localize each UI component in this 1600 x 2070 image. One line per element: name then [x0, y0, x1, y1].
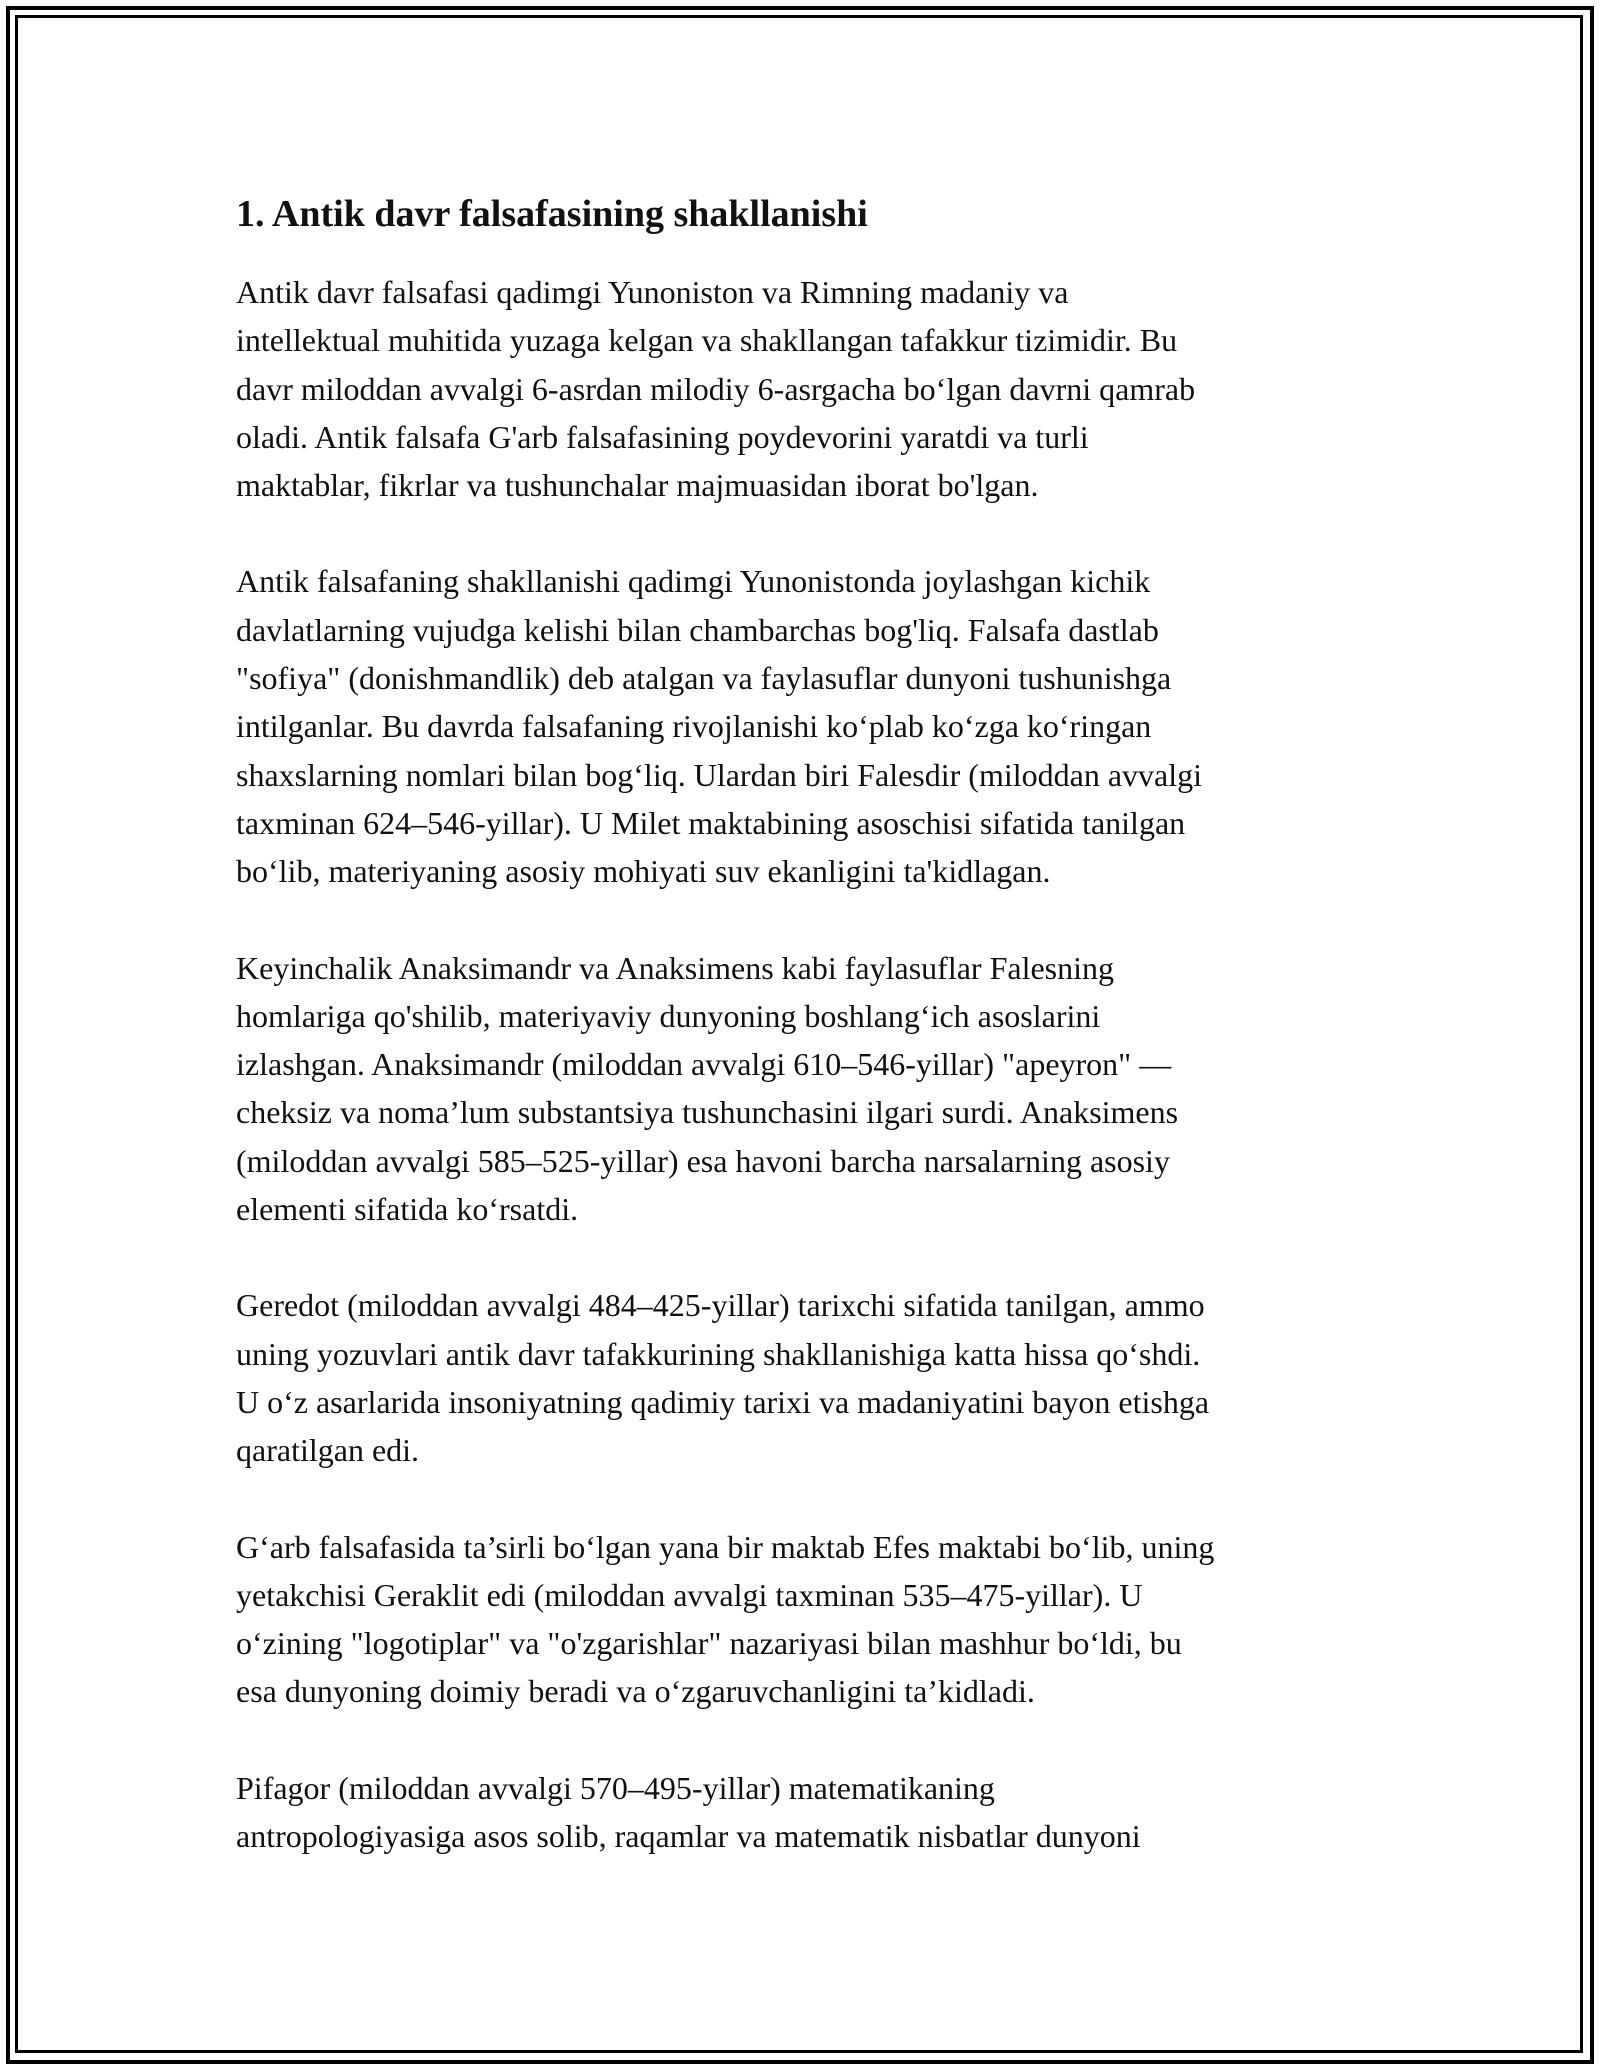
paragraph-anaximander: Keyinchalik Anaksimandr va Anaksimens kabi faylasuflar Falesning homlariga qo'shilib, materiyaviy dunyoning boshlang‘ich asoslarini izlashgan. Anaksimandr (miloddan avvalgi 610–546-yillar) "apeyron" — cheksiz va noma’lum substantsiya tushunchasini ilgari surdi. Anaksimens (miloddan avvalgi 585–525-yillar) esa havoni barcha narsalarning asosiy elementi sifatida ko‘rsatdi.: [236, 949, 1179, 1228]
section-title: 1. Antik davr falsafasining shakllanishi: [236, 193, 868, 235]
paragraph-herodotus: Geredot (miloddan avvalgi 484–425-yillar) tarixchi sifatida tanilgan, ammo uning yozuvlari antik davr tafakkurining shakllanishiga katta hissa qo‘shdi. U o‘z asarlarida insoniyatning qadimiy tarixi va madaniyatini bayon etishga qaratilgan edi.: [236, 1287, 1210, 1469]
document-body: [236, 188, 1366, 1908]
paragraph-formation: Antik falsafaning shakllanishi qadimgi Yunonistonda joylashgan kichik davlatlarning vujudga kelishi bilan chambarchas bog'liq. Falsafa dastlab "sofiya" (donishmandlik) deb atalgan va faylasuflar dunyoni tushunishga intilganlar. Bu davrda falsafaning rivojlanishi ko‘plab ko‘zga ko‘ringan shaxslarning nomlari bilan bog‘liq. Ulardan biri Falesdir (miloddan avvalgi taxminan 624–546-yillar). U Milet maktabining asoschisi sifatida tanilgan bo‘lib, materiyaning asosiy mohiyati suv ekanligini ta'kidlagan.: [236, 563, 1203, 890]
paragraph-intro: Antik davr falsafasi qadimgi Yunoniston va Rimning madaniy va intellektual muhitida yuzaga kelgan va shakllangan tafakkur tizimidir. Bu davr miloddan avvalgi 6-asrdan milodiy 6-asrgacha bo‘lgan davrni qamrab oladi. Antik falsafa G'arb falsafasining poydevorini yaratdi va turli maktablar, fikrlar va tushunchalar majmuasidan iborat bo'lgan.: [236, 274, 1196, 504]
paragraph-heraclitus: G‘arb falsafasida ta’sirli bo‘lgan yana bir maktab Efes maktabi bo‘lib, uning yetakchisi Geraklit edi (miloddan avvalgi taxminan 535–475-yillar). U o‘zining "logotiplar" va "o'zgarishlar" nazariyasi bilan mashhur bo‘ldi, bu esa dunyoning doimiy beradi va o‘zgaruvchanligini ta’kidladi.: [236, 1528, 1215, 1710]
paragraph-pythagoras: Pifagor (miloddan avvalgi 570–495-yillar) matematikaning antropologiyasiga asos solib, raqamlar va matematik nisbatlar dunyoni: [236, 1769, 1141, 1855]
